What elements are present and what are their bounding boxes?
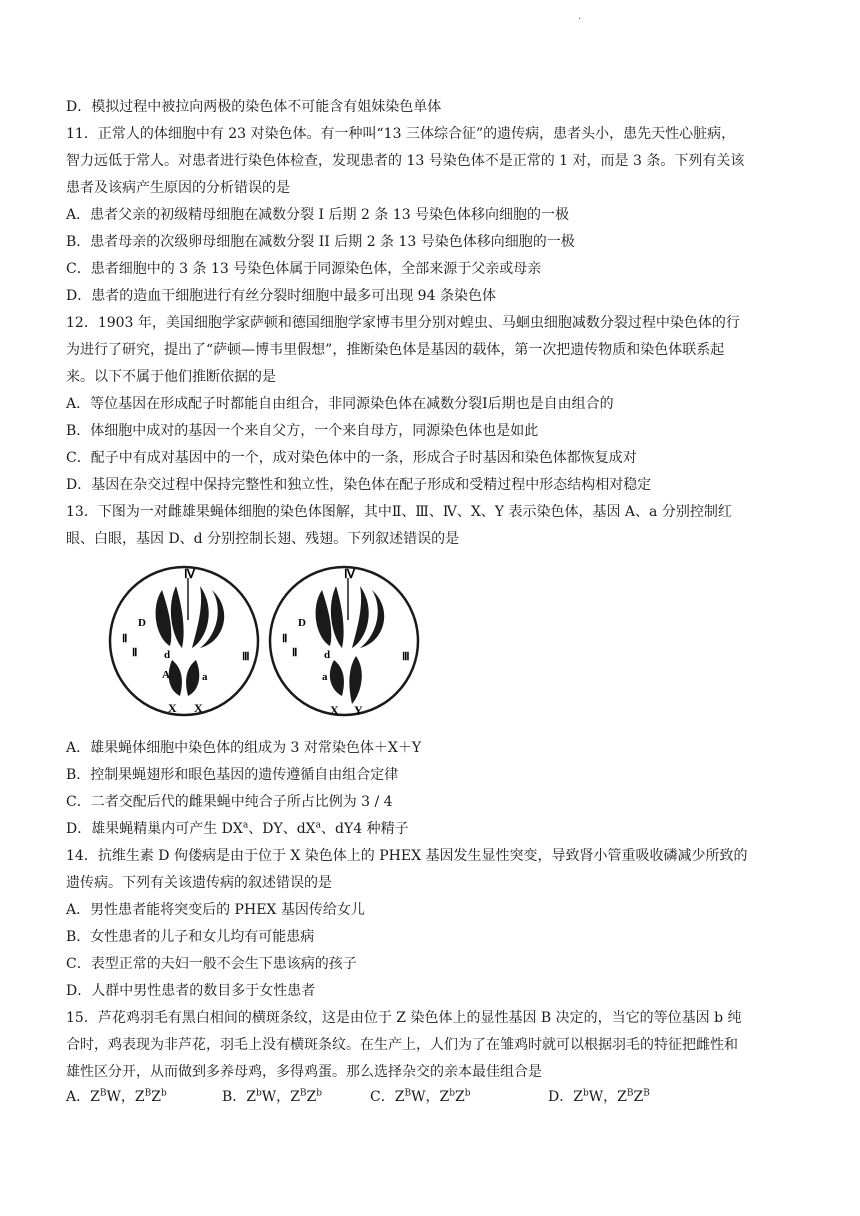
q12-option-a: A．等位基因在形成配子时都能自由组合，非同源染色体在减数分裂Ⅰ后期也是自由组合的 [66,396,614,412]
q13-option-d [66,819,806,839]
q11-option-a: A．患者父亲的初级精母细胞在减数分裂 I 后期 2 条 13 号染色体移向细胞的一极 [66,207,570,223]
female-label-x1: X [168,701,177,715]
q12-option-b: B．体细胞中成对的基因一个来自父方，一个来自母方，同源染色体也是如此 [66,423,539,439]
q11-stem-line-1: 11．正常人的体细胞中有 23 对染色体。有一种叫“13 三体综合征”的遗传病，患者头小，患先天性心脏病， [66,126,736,142]
q13-option-c: C．二者交配后代的雌果蝇中纯合子所占比例为 3 / 4 [66,794,393,810]
q14-stem-line-2: 遗传病。下列有关该遗传病的叙述错误的是 [66,875,332,891]
q12-option-c: C．配子中有成对基因中的一个，成对染色体中的一条，形成合子时基因和染色体都恢复成对 [66,450,637,466]
q13-option-a: A．雄果蝇体细胞中染色体的组成为 3 对常染色体＋X＋Y [66,740,422,756]
q12-stem-line-3: 来。以下不属于他们推断依据的是 [66,369,276,385]
male-label-y: Y [354,703,363,717]
male-gene-d-upper: D [298,617,306,629]
q15-stem-line-2: 合时，鸡表现为非芦花，羽毛上没有横斑条纹。在生产上，人们为了在雏鸡时就可以根据羽毛的特征把雌性和 [66,1037,738,1053]
female-gene-d-lower: d [164,649,171,661]
header-dot: · [578,14,582,25]
male-label-x: X [330,703,339,717]
male-label-iii: Ⅲ [402,651,410,663]
female-label-ii-upper: Ⅱ [122,633,128,645]
q11-option-d: D．患者的造血干细胞进行有丝分裂时细胞中最多可出现 94 条染色体 [66,288,496,304]
q15-option-d: D．$Z^bW$，$Z^BZ^B$ [548,1088,650,1105]
q13-d-part-1: D．雄果蝇精巢内可产生 DX [66,821,243,837]
q11-option-c: C．患者细胞中的 3 条 13 号染色体属于同源染色体，全部来源于父亲或母亲 [66,261,542,277]
q15-stem-line-3: 雄性区分开，从而做到多养母鸡，多得鸡蛋。那么选择杂交的亲本最佳组合是 [66,1064,542,1080]
female-label-iv: Ⅳ [184,567,196,581]
q15-option-c: C．$Z^BW$，$Z^bZ^b$ [370,1088,471,1105]
male-label-ii-upper: Ⅱ [282,633,288,645]
male-label-ii-lower: Ⅱ [292,647,298,659]
q14-option-d: D．人群中男性患者的数目多于女性患者 [66,983,316,999]
q14-option-a: A．男性患者能将突变后的 PHEX 基因传给女儿 [66,902,365,918]
q15-option-a: A．$Z^BW$，$Z^BZ^b$ [66,1088,167,1105]
male-gene-a: a [322,671,328,683]
q11-option-b: B．患者母亲的次级卵母细胞在减数分裂 II 后期 2 条 13 号染色体移向细胞的一极 [66,234,575,250]
q13-stem-line-1: 13．下图为一对雌雄果蝇体细胞的染色体图解，其中Ⅱ、Ⅲ、Ⅳ、X、Y 表示染色体，基因 A、a 分别控制红 [66,504,732,520]
q13-d-part-2: 、DY、dX [248,821,316,837]
q12-option-d: D．基因在杂交过程中保持完整性和独立性，染色体在配子形成和受精过程中形态结构相对稳定 [66,477,652,493]
male-label-iv: Ⅳ [344,567,356,581]
fruit-fly-chromosome-figure [104,556,434,726]
q13-stem-line-2: 眼、白眼，基因 D、d 分别控制长翅、残翅。下列叙述错误的是 [66,531,460,547]
q13-d-part-3: 、dY4 种精子 [321,821,409,837]
female-label-iii: Ⅲ [242,651,250,663]
female-gene-a-lower: a [202,671,208,683]
female-label-x2: X [194,701,203,715]
q14-option-c: C．表型正常的夫妇一般不会生下患该病的孩子 [66,956,357,972]
q12-stem-line-1: 12．1903 年，美国细胞学家萨顿和德国细胞学家博韦里分别对蝗虫、马蛔虫细胞减数分裂过程中染色体的行 [66,315,740,331]
q14-stem-line-1: 14．抗维生素 D 佝偻病是由于位于 X 染色体上的 PHEX 基因发生显性突变，导致肾小管重吸收磷减少所致的 [66,848,748,864]
q10-option-d: D．模拟过程中被拉向两极的染色体不可能含有姐妹染色单体 [66,99,442,115]
female-gene-a-upper: A [162,669,170,681]
female-label-ii-lower: Ⅱ [132,647,138,659]
q13-d-sup-1: a [242,820,249,831]
female-cell-diagram [110,567,258,715]
q11-stem-line-2: 智力远低于常人。对患者进行染色体检查，发现患者的 13 号染色体不是正常的 1 对，而是 3 条。下列有关该 [66,153,745,169]
male-gene-d-lower: d [324,649,331,661]
female-gene-d-upper: D [138,617,146,629]
q14-option-b: B．女性患者的儿子和女儿均有可能患病 [66,929,315,945]
q13-d-sup-2: a [315,820,322,831]
q15-stem-line-1: 15．芦花鸡羽毛有黑白相间的横斑条纹，这是由位于 Z 染色体上的显性基因 B 决定的，当它的等位基因 b 纯 [66,1010,742,1026]
male-cell-diagram [270,567,418,717]
q13-option-b: B．控制果蝇翅形和眼色基因的遗传遵循自由组合定律 [66,767,399,783]
q11-stem-line-3: 患者及该病产生原因的分析错误的是 [66,180,290,196]
q12-stem-line-2: 为进行了研究，提出了“萨顿—博韦里假想”，推断染色体是基因的载体，第一次把遗传物质和染色体联系起 [66,342,725,358]
q15-option-b: B．$Z^bW$，$Z^BZ^b$ [222,1088,323,1105]
